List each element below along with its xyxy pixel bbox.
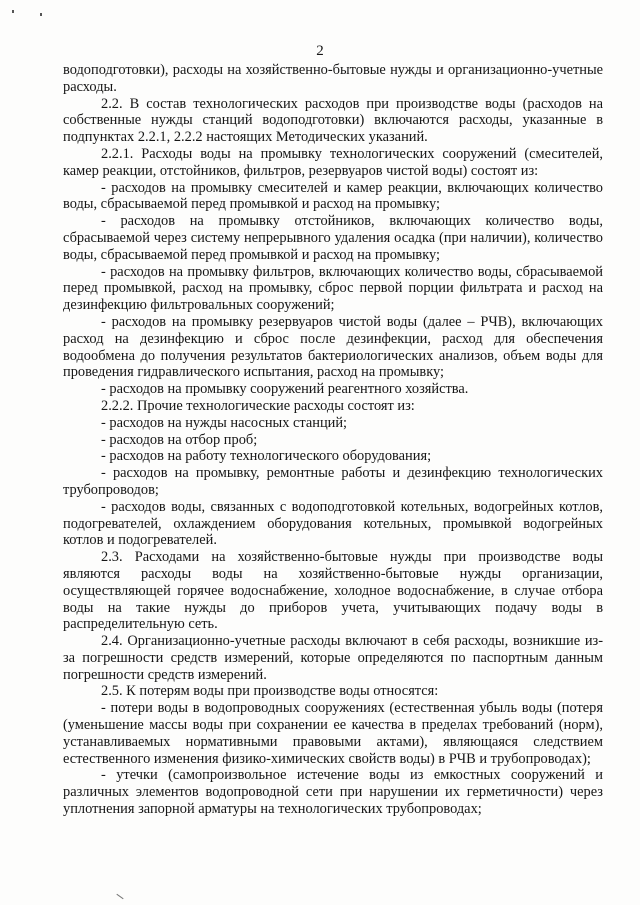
paragraph: - расходов на нужды насосных станций;: [101, 414, 348, 431]
paragraph: - расходов на промывку резервуаров чистой воды (далее – РЧВ), включающих расход на дезинфекцию и сброс после дезинфекции, расход для обеспечения водообмена до получения результатов бактериологических анализов, объем воды для проведения гидравлического испытания, расход на промывку;: [63, 313, 603, 381]
paragraph: 2.5. К потерям воды при производстве воды относятся:: [101, 683, 439, 700]
paragraph: - расходов на отбор проб;: [101, 431, 258, 448]
paragraph: 2.2. В состав технологических расходов при производстве воды (расходов на собственные нужды станций водоподготовки) включаются расходы, указанные в подпунктах 2.2.1, 2.2.2 настоящих Методических указаний.: [63, 95, 603, 146]
paragraph: - расходов на промывку фильтров, включающих количество воды, сбрасываемой перед промывкой, расход на промывку, сброс первой порции фильтрата и расход на дезинфекцию фильтровальных сооружений;: [63, 263, 603, 314]
paragraph: - расходов на промывку, ремонтные работы и дезинфекцию технологических трубопроводов;: [63, 465, 603, 498]
document-body: [63, 62, 603, 818]
page-number: 2: [316, 43, 324, 59]
paragraph: 2.3. Расходами на хозяйственно-бытовые нужды при производстве воды являются расходы воды на хозяйственно-бытовые нужды организации, осуществляющей горячее водоснабжение, холодное водоснабжение, в случае отбора воды на такие нужды до приборов учета, учитывающих подачу воды в распределительную сеть.: [63, 549, 603, 633]
paragraph: водоподготовки), расходы на хозяйственно-бытовые нужды и организационно-учетные расходы.: [63, 62, 603, 95]
scan-mark: [116, 894, 123, 899]
paragraph: - расходов воды, связанных с водоподготовкой котельных, водогрейных котлов, подогревателей, охлаждением оборудования котельных, промывкой водогрейных котлов и подогревателей.: [63, 498, 603, 549]
paragraph: - расходов на промывку смесителей и камер реакции, включающих количество воды, сбрасываемой перед промывкой и расход на промывку;: [63, 179, 603, 213]
paragraph: - утечки (самопроизвольное истечение воды из емкостных сооружений и различных элементов водопроводной сети при нарушении их герметичности) через уплотнения запорной арматуры на технологических трубопроводах;: [63, 767, 603, 818]
scan-mark: [40, 13, 42, 16]
paragraph: - расходов на промывку сооружений реагентного хозяйства.: [101, 381, 469, 398]
paragraph: 2.4. Организационно-учетные расходы включают в себя расходы, возникшие из-за погрешности средств измерений, которые определяются по паспортным данным погрешности средств измерений.: [63, 633, 603, 683]
paragraph: - потери воды в водопроводных сооружениях (естественная убыль воды (потеря (уменьшение массы воды при сохранении ее качества в пределах требований (норм), устанавливаемых нормативными правовыми актами), являющаяся следствием естественного изменения физико-химических свойств воды) в РЧВ и трубопроводах);: [63, 700, 603, 767]
paragraph: - расходов на промывку отстойников, включающих количество воды, сбрасываемой через систему непрерывного удаления осадка (при наличии), количество воды, сбрасываемой перед промывкой и расход на промывку;: [63, 213, 603, 263]
paragraph: - расходов на работу технологического оборудования;: [101, 448, 432, 465]
scan-mark: [12, 10, 14, 13]
paragraph: 2.2.2. Прочие технологические расходы состоят из:: [101, 397, 415, 414]
paragraph: 2.2.1. Расходы воды на промывку технологических сооружений (смесителей, камер реакции, отстойников, фильтров, резервуаров чистой воды) состоят из:: [63, 145, 603, 179]
